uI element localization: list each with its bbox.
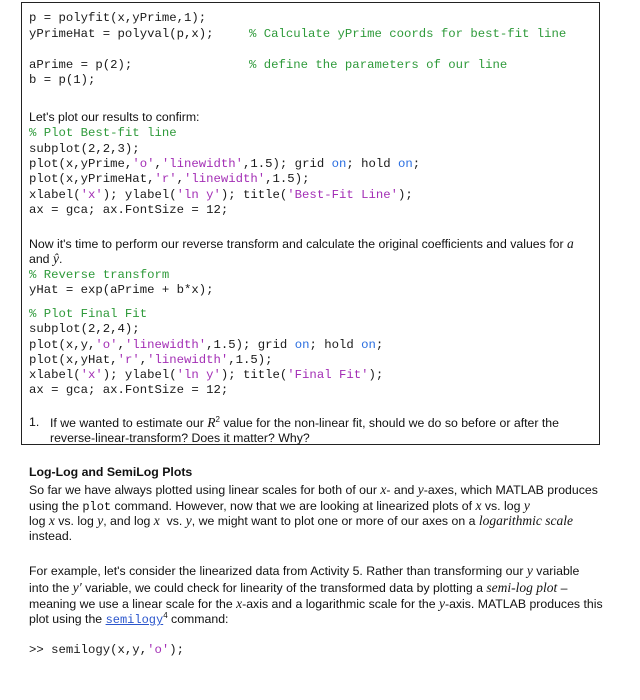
paragraph: meaning we use a linear scale for the x-axis and a logarithmic scale for the y-axis. MATLAB produces this <box>29 596 603 611</box>
code-line: yHat = exp(aPrime + b*x); <box>29 283 214 297</box>
footnote-marker: 4 <box>163 610 168 620</box>
code-comment: % Plot Final Fit <box>29 307 148 321</box>
code-comment: % Calculate yPrime coords for best-fit line <box>249 27 567 41</box>
code-line: plot(x,yPrime,'o','linewidth',1.5); grid on; hold on; <box>29 157 421 171</box>
paragraph: Let's plot our results to confirm: <box>29 110 200 124</box>
paragraph: into the y′ variable, we could check for linearity of the transformed data by plotting a semi-log plot – <box>29 580 568 595</box>
paragraph: instead. <box>29 529 73 543</box>
question-number: 1. <box>29 415 40 429</box>
code-line: yPrimeHat = polyval(p,x); <box>29 27 214 41</box>
code-line: plot(x,yHat,'r','linewidth',1.5); <box>29 353 273 367</box>
code-line: subplot(2,2,4); <box>29 322 140 336</box>
code-line: subplot(2,2,3); <box>29 142 140 156</box>
code-comment: % Reverse transform <box>29 268 170 282</box>
code-line: aPrime = p(2); <box>29 58 133 72</box>
section-heading: Log-Log and SemiLog Plots <box>29 465 193 479</box>
paragraph: So far we have always plotted using linear scales for both of our x- and y-axes, which MATLAB produces <box>29 482 598 497</box>
question-text: reverse-linear-transform? Does it matter? Why? <box>50 431 310 445</box>
paragraph: For example, let's consider the linearized data from Activity 5. Rather than transforming our y variable <box>29 563 580 578</box>
code-line: xlabel('x'); ylabel('ln y'); title('Best-Fit Line'); <box>29 188 413 202</box>
code-line: ax = gca; ax.FontSize = 12; <box>29 203 229 217</box>
paragraph: log x vs. log y, and log x vs. y, we might want to plot one or more of our axes on a logarithmic scale <box>29 513 573 528</box>
code-comment: % Plot Best-fit line <box>29 126 177 140</box>
code-line: ax = gca; ax.FontSize = 12; <box>29 383 229 397</box>
code-line: p = polyfit(x,yPrime,1); <box>29 11 207 25</box>
code-line: plot(x,yPrimeHat,'r','linewidth',1.5); <box>29 172 310 186</box>
paragraph: plot using the semilogy$^4$ command: <box>29 610 229 627</box>
code-comment: % define the parameters of our line <box>249 58 508 72</box>
paragraph: using the plot command. However, now that we are looking at linearized plots of x vs. log y <box>29 498 530 514</box>
paragraph: and ŷ. <box>29 251 63 266</box>
semilogy-link[interactable]: semilogy <box>105 613 164 627</box>
question-text: If we wanted to estimate our $R^2$ value for the non-linear fit, should we do so before or after the <box>50 414 559 430</box>
command-line: >> semilogy(x,y,'o'); <box>29 643 184 657</box>
code-line: b = p(1); <box>29 73 96 87</box>
code-line: plot(x,y,'o','linewidth',1.5); grid on; hold on; <box>29 338 384 352</box>
code-line: xlabel('x'); ylabel('ln y'); title('Final Fit'); <box>29 368 384 382</box>
paragraph: Now it's time to perform our reverse transform and calculate the original coefficients and values for a <box>29 236 574 251</box>
